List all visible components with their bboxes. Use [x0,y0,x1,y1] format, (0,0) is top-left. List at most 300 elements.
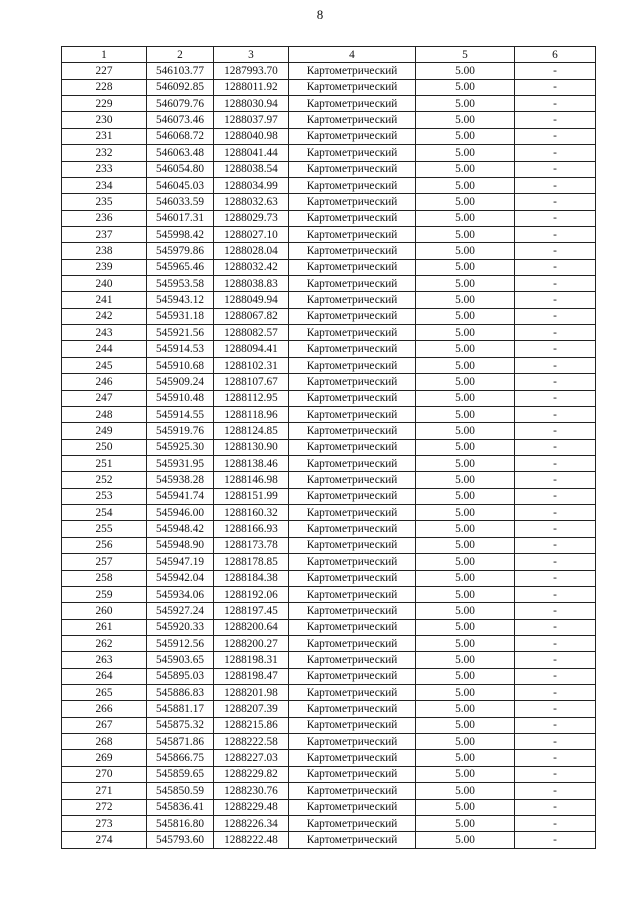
accuracy-cell: 5.00 [416,537,515,553]
column-header: 5 [416,47,515,63]
y-coordinate-cell: 1288207.39 [214,701,289,717]
point-number-cell: 234 [62,177,147,193]
x-coordinate-cell: 545903.65 [147,652,214,668]
point-number-cell: 263 [62,652,147,668]
method-cell: Картометрический [289,276,416,292]
method-cell: Картометрический [289,439,416,455]
y-coordinate-cell: 1288034.99 [214,177,289,193]
y-coordinate-cell: 1288146.98 [214,472,289,488]
point-number-cell: 264 [62,668,147,684]
accuracy-cell: 5.00 [416,717,515,733]
description-cell: - [515,570,596,586]
method-cell: Картометрический [289,112,416,128]
x-coordinate-cell: 545948.42 [147,521,214,537]
x-coordinate-cell: 545938.28 [147,472,214,488]
x-coordinate-cell: 545914.53 [147,341,214,357]
x-coordinate-cell: 545881.17 [147,701,214,717]
y-coordinate-cell: 1288029.73 [214,210,289,226]
description-cell: - [515,521,596,537]
accuracy-cell: 5.00 [416,325,515,341]
description-cell: - [515,750,596,766]
table-row [62,652,596,668]
description-cell: - [515,537,596,553]
description-cell: - [515,635,596,651]
accuracy-cell: 5.00 [416,635,515,651]
description-cell: - [515,128,596,144]
accuracy-cell: 5.00 [416,766,515,782]
method-cell: Картометрический [289,815,416,831]
x-coordinate-cell: 545871.86 [147,734,214,750]
accuracy-cell: 5.00 [416,341,515,357]
y-coordinate-cell: 1288038.54 [214,161,289,177]
point-number-cell: 231 [62,128,147,144]
y-coordinate-cell: 1288112.95 [214,390,289,406]
y-coordinate-cell: 1288118.96 [214,406,289,422]
point-number-cell: 243 [62,325,147,341]
table-row [62,325,596,341]
accuracy-cell: 5.00 [416,554,515,570]
method-cell: Картометрический [289,145,416,161]
method-cell: Картометрический [289,63,416,79]
accuracy-cell: 5.00 [416,226,515,242]
x-coordinate-cell: 545914.55 [147,406,214,422]
description-cell: - [515,439,596,455]
method-cell: Картометрический [289,701,416,717]
point-number-cell: 239 [62,259,147,275]
method-cell: Картометрический [289,194,416,210]
point-number-cell: 255 [62,521,147,537]
point-number-cell: 269 [62,750,147,766]
point-number-cell: 270 [62,766,147,782]
x-coordinate-cell: 545931.95 [147,455,214,471]
y-coordinate-cell: 1288200.64 [214,619,289,635]
accuracy-cell: 5.00 [416,488,515,504]
method-cell: Картометрический [289,325,416,341]
method-cell: Картометрический [289,308,416,324]
page-number: 8 [316,7,324,22]
y-coordinate-cell: 1288166.93 [214,521,289,537]
x-coordinate-cell: 545836.41 [147,799,214,815]
method-cell: Картометрический [289,652,416,668]
method-cell: Картометрический [289,554,416,570]
column-header: 2 [147,47,214,63]
table-row [62,177,596,193]
description-cell: - [515,603,596,619]
column-header: 3 [214,47,289,63]
method-cell: Картометрический [289,79,416,95]
y-coordinate-cell: 1288040.98 [214,128,289,144]
point-number-cell: 236 [62,210,147,226]
point-number-cell: 254 [62,505,147,521]
table-body [62,63,596,848]
table-row [62,554,596,570]
x-coordinate-cell: 545925.30 [147,439,214,455]
description-cell: - [515,652,596,668]
table-row [62,488,596,504]
point-number-cell: 259 [62,586,147,602]
table-row [62,832,596,848]
method-cell: Картометрический [289,488,416,504]
description-cell: - [515,505,596,521]
accuracy-cell: 5.00 [416,455,515,471]
table-row [62,423,596,439]
table-row [62,161,596,177]
method-cell: Картометрический [289,390,416,406]
table-row [62,210,596,226]
table-row [62,194,596,210]
accuracy-cell: 5.00 [416,472,515,488]
y-coordinate-cell: 1288102.31 [214,357,289,373]
table-row [62,341,596,357]
accuracy-cell: 5.00 [416,308,515,324]
method-cell: Картометрический [289,717,416,733]
point-number-cell: 248 [62,406,147,422]
description-cell: - [515,406,596,422]
table-row [62,292,596,308]
method-cell: Картометрический [289,374,416,390]
y-coordinate-cell: 1288067.82 [214,308,289,324]
accuracy-cell: 5.00 [416,96,515,112]
x-coordinate-cell: 545979.86 [147,243,214,259]
description-cell: - [515,112,596,128]
description-cell: - [515,308,596,324]
y-coordinate-cell: 1288038.83 [214,276,289,292]
y-coordinate-cell: 1288178.85 [214,554,289,570]
accuracy-cell: 5.00 [416,292,515,308]
x-coordinate-cell: 546033.59 [147,194,214,210]
y-coordinate-cell: 1288173.78 [214,537,289,553]
x-coordinate-cell: 545943.12 [147,292,214,308]
table-row [62,537,596,553]
y-coordinate-cell: 1288037.97 [214,112,289,128]
accuracy-cell: 5.00 [416,390,515,406]
y-coordinate-cell: 1288197.45 [214,603,289,619]
point-number-cell: 266 [62,701,147,717]
table-row [62,374,596,390]
table-row [62,815,596,831]
method-cell: Картометрический [289,161,416,177]
accuracy-cell: 5.00 [416,832,515,848]
y-coordinate-cell: 1287993.70 [214,63,289,79]
table-header [62,47,596,63]
description-cell: - [515,455,596,471]
table-row [62,521,596,537]
point-number-cell: 230 [62,112,147,128]
x-coordinate-cell: 546017.31 [147,210,214,226]
accuracy-cell: 5.00 [416,586,515,602]
accuracy-cell: 5.00 [416,783,515,799]
description-cell: - [515,177,596,193]
method-cell: Картометрический [289,766,416,782]
description-cell: - [515,554,596,570]
x-coordinate-cell: 546092.85 [147,79,214,95]
point-number-cell: 247 [62,390,147,406]
x-coordinate-cell: 545919.76 [147,423,214,439]
method-cell: Картометрический [289,259,416,275]
table-row [62,603,596,619]
x-coordinate-cell: 546054.80 [147,161,214,177]
x-coordinate-cell: 545946.00 [147,505,214,521]
x-coordinate-cell: 545931.18 [147,308,214,324]
accuracy-cell: 5.00 [416,521,515,537]
description-cell: - [515,423,596,439]
point-number-cell: 241 [62,292,147,308]
table-row [62,79,596,95]
x-coordinate-cell: 546079.76 [147,96,214,112]
table-row [62,390,596,406]
description-cell: - [515,96,596,112]
table-row [62,668,596,684]
column-header: 6 [515,47,596,63]
table-row [62,586,596,602]
y-coordinate-cell: 1288215.86 [214,717,289,733]
table-row [62,570,596,586]
y-coordinate-cell: 1288094.41 [214,341,289,357]
accuracy-cell: 5.00 [416,619,515,635]
y-coordinate-cell: 1288222.58 [214,734,289,750]
point-number-cell: 268 [62,734,147,750]
point-number-cell: 244 [62,341,147,357]
x-coordinate-cell: 546045.03 [147,177,214,193]
table-row [62,112,596,128]
point-number-cell: 256 [62,537,147,553]
table-row [62,799,596,815]
table-row [62,685,596,701]
method-cell: Картометрический [289,799,416,815]
point-number-cell: 249 [62,423,147,439]
y-coordinate-cell: 1288200.27 [214,635,289,651]
y-coordinate-cell: 1288230.76 [214,783,289,799]
description-cell: - [515,766,596,782]
table-row [62,635,596,651]
method-cell: Картометрический [289,406,416,422]
table-row [62,472,596,488]
point-number-cell: 227 [62,63,147,79]
x-coordinate-cell: 546068.72 [147,128,214,144]
accuracy-cell: 5.00 [416,815,515,831]
description-cell: - [515,390,596,406]
point-number-cell: 238 [62,243,147,259]
accuracy-cell: 5.00 [416,799,515,815]
table-row [62,357,596,373]
x-coordinate-cell: 545927.24 [147,603,214,619]
description-cell: - [515,832,596,848]
x-coordinate-cell: 545948.90 [147,537,214,553]
description-cell: - [515,734,596,750]
x-coordinate-cell: 545920.33 [147,619,214,635]
table-row [62,701,596,717]
point-number-cell: 245 [62,357,147,373]
y-coordinate-cell: 1288229.82 [214,766,289,782]
y-coordinate-cell: 1288124.85 [214,423,289,439]
accuracy-cell: 5.00 [416,423,515,439]
method-cell: Картометрический [289,505,416,521]
table-row [62,128,596,144]
y-coordinate-cell: 1288184.38 [214,570,289,586]
accuracy-cell: 5.00 [416,406,515,422]
y-coordinate-cell: 1288229.48 [214,799,289,815]
point-number-cell: 272 [62,799,147,815]
y-coordinate-cell: 1288151.99 [214,488,289,504]
column-header: 1 [62,47,147,63]
table-row [62,750,596,766]
x-coordinate-cell: 545910.68 [147,357,214,373]
accuracy-cell: 5.00 [416,112,515,128]
table-row [62,96,596,112]
method-cell: Картометрический [289,832,416,848]
x-coordinate-cell: 545866.75 [147,750,214,766]
x-coordinate-cell: 545875.32 [147,717,214,733]
y-coordinate-cell: 1288192.06 [214,586,289,602]
description-cell: - [515,259,596,275]
description-cell: - [515,194,596,210]
accuracy-cell: 5.00 [416,276,515,292]
method-cell: Картометрический [289,734,416,750]
y-coordinate-cell: 1288049.94 [214,292,289,308]
method-cell: Картометрический [289,685,416,701]
x-coordinate-cell: 545947.19 [147,554,214,570]
accuracy-cell: 5.00 [416,685,515,701]
method-cell: Картометрический [289,586,416,602]
accuracy-cell: 5.00 [416,750,515,766]
point-number-cell: 257 [62,554,147,570]
description-cell: - [515,701,596,717]
accuracy-cell: 5.00 [416,259,515,275]
table-row [62,63,596,79]
point-number-cell: 229 [62,96,147,112]
point-number-cell: 273 [62,815,147,831]
table-row [62,783,596,799]
description-cell: - [515,488,596,504]
method-cell: Картометрический [289,537,416,553]
y-coordinate-cell: 1288201.98 [214,685,289,701]
table-row [62,717,596,733]
point-number-cell: 271 [62,783,147,799]
description-cell: - [515,292,596,308]
accuracy-cell: 5.00 [416,194,515,210]
y-coordinate-cell: 1288032.63 [214,194,289,210]
description-cell: - [515,79,596,95]
accuracy-cell: 5.00 [416,210,515,226]
y-coordinate-cell: 1288198.47 [214,668,289,684]
x-coordinate-cell: 545793.60 [147,832,214,848]
accuracy-cell: 5.00 [416,668,515,684]
method-cell: Картометрический [289,668,416,684]
description-cell: - [515,357,596,373]
y-coordinate-cell: 1288027.10 [214,226,289,242]
description-cell: - [515,685,596,701]
y-coordinate-cell: 1288107.67 [214,374,289,390]
point-number-cell: 246 [62,374,147,390]
description-cell: - [515,668,596,684]
method-cell: Картометрический [289,570,416,586]
x-coordinate-cell: 545953.58 [147,276,214,292]
method-cell: Картометрический [289,357,416,373]
x-coordinate-cell: 546103.77 [147,63,214,79]
description-cell: - [515,341,596,357]
accuracy-cell: 5.00 [416,357,515,373]
x-coordinate-cell: 545886.83 [147,685,214,701]
header-row [62,47,596,63]
x-coordinate-cell: 545998.42 [147,226,214,242]
accuracy-cell: 5.00 [416,734,515,750]
point-number-cell: 252 [62,472,147,488]
point-number-cell: 261 [62,619,147,635]
x-coordinate-cell: 545816.80 [147,815,214,831]
accuracy-cell: 5.00 [416,374,515,390]
table-row [62,734,596,750]
point-number-cell: 274 [62,832,147,848]
accuracy-cell: 5.00 [416,652,515,668]
accuracy-cell: 5.00 [416,701,515,717]
y-coordinate-cell: 1288032.42 [214,259,289,275]
description-cell: - [515,325,596,341]
method-cell: Картометрический [289,341,416,357]
y-coordinate-cell: 1288222.48 [214,832,289,848]
accuracy-cell: 5.00 [416,145,515,161]
description-cell: - [515,374,596,390]
y-coordinate-cell: 1288160.32 [214,505,289,521]
point-number-cell: 260 [62,603,147,619]
point-number-cell: 233 [62,161,147,177]
point-number-cell: 235 [62,194,147,210]
accuracy-cell: 5.00 [416,243,515,259]
point-number-cell: 228 [62,79,147,95]
description-cell: - [515,210,596,226]
table-row [62,505,596,521]
accuracy-cell: 5.00 [416,177,515,193]
accuracy-cell: 5.00 [416,570,515,586]
description-cell: - [515,717,596,733]
method-cell: Картометрический [289,96,416,112]
x-coordinate-cell: 545941.74 [147,488,214,504]
y-coordinate-cell: 1288030.94 [214,96,289,112]
point-number-cell: 250 [62,439,147,455]
y-coordinate-cell: 1288138.46 [214,455,289,471]
x-coordinate-cell: 546073.46 [147,112,214,128]
table-row [62,259,596,275]
description-cell: - [515,815,596,831]
x-coordinate-cell: 545921.56 [147,325,214,341]
method-cell: Картометрический [289,177,416,193]
point-number-cell: 262 [62,635,147,651]
y-coordinate-cell: 1288227.03 [214,750,289,766]
x-coordinate-cell: 545934.06 [147,586,214,602]
description-cell: - [515,145,596,161]
method-cell: Картометрический [289,292,416,308]
y-coordinate-cell: 1288198.31 [214,652,289,668]
table-row [62,619,596,635]
description-cell: - [515,472,596,488]
method-cell: Картометрический [289,472,416,488]
method-cell: Картометрический [289,750,416,766]
point-number-cell: 258 [62,570,147,586]
table-row [62,455,596,471]
description-cell: - [515,226,596,242]
point-number-cell: 242 [62,308,147,324]
accuracy-cell: 5.00 [416,505,515,521]
description-cell: - [515,243,596,259]
method-cell: Картометрический [289,619,416,635]
description-cell: - [515,276,596,292]
point-number-cell: 237 [62,226,147,242]
point-number-cell: 253 [62,488,147,504]
accuracy-cell: 5.00 [416,161,515,177]
table-row [62,766,596,782]
method-cell: Картометрический [289,783,416,799]
accuracy-cell: 5.00 [416,79,515,95]
method-cell: Картометрический [289,603,416,619]
